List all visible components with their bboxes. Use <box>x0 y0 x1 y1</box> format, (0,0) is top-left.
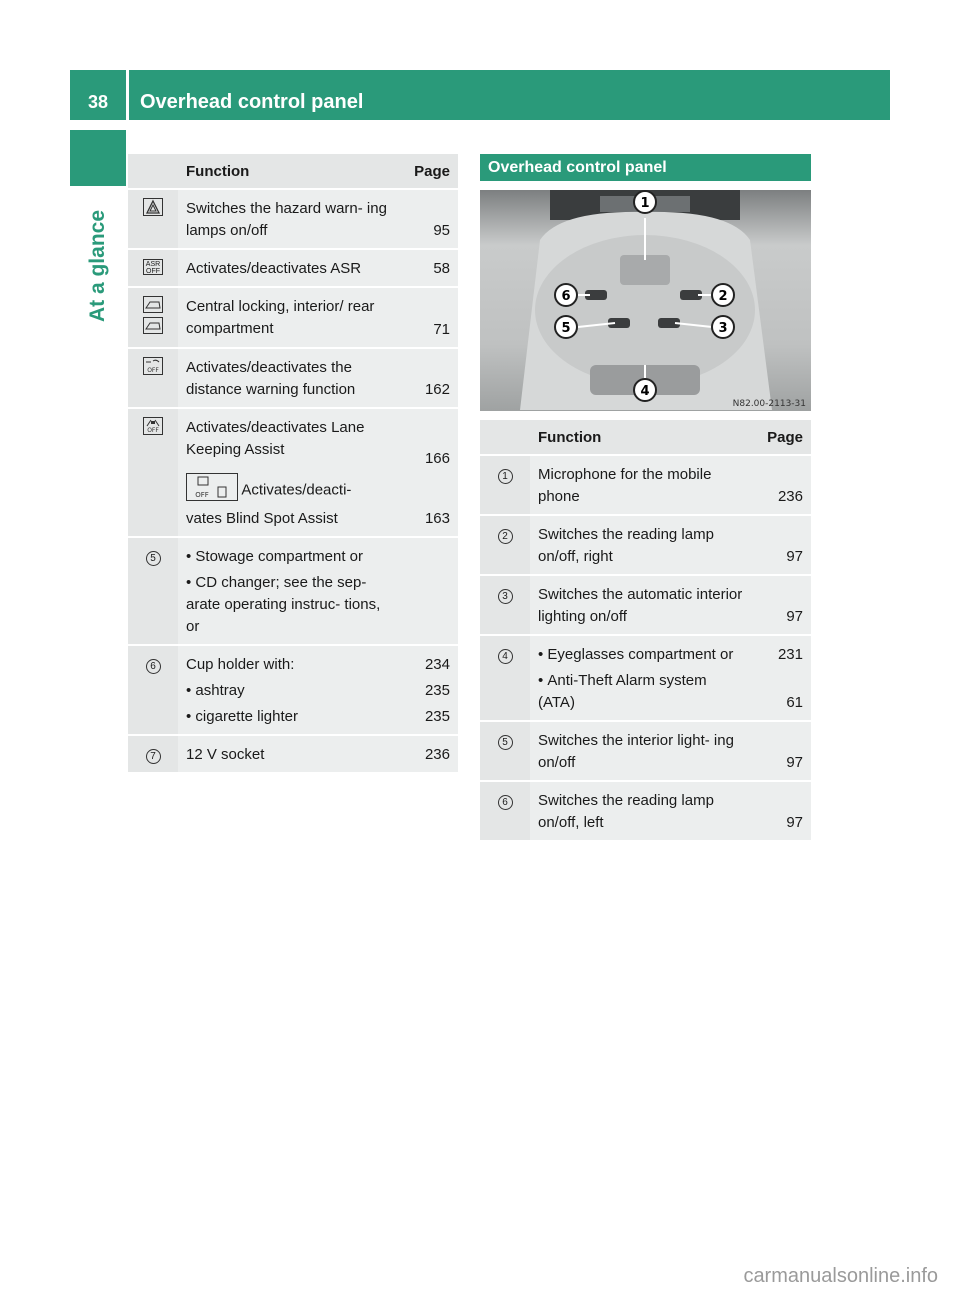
page-number: 38 <box>87 92 109 112</box>
page-value: 231 <box>777 646 803 663</box>
lane-keeping-off-icon <box>128 409 178 536</box>
callout-3: 3 <box>718 321 728 336</box>
table-row <box>128 288 458 347</box>
function-cell: Switches the reading lamp on/off, left <box>530 782 751 840</box>
hazard-icon <box>128 190 178 248</box>
function-cell: Activates/deactivates ASR <box>178 250 398 286</box>
table-row <box>128 409 458 536</box>
callout-4: 4 <box>640 384 650 399</box>
table-row <box>128 646 458 734</box>
row-symbol: 2 <box>480 516 530 574</box>
page-cell: 236 <box>751 456 811 514</box>
bullet-item: • cigarette lighter <box>186 706 390 728</box>
page-value: 235 <box>424 708 450 725</box>
table-row <box>480 576 811 634</box>
page-value: 61 <box>786 694 803 711</box>
table-row <box>128 736 458 772</box>
table-row <box>480 782 811 840</box>
function-cell: Activates/deactivates the distance warning function <box>178 349 398 407</box>
distance-warning-off-icon <box>128 349 178 407</box>
page-cell: 97 <box>751 782 811 840</box>
left-function-table <box>128 152 458 774</box>
svg-text:OFF: OFF <box>147 427 159 434</box>
function-cell: Switches the hazard warn- ing lamps on/off <box>178 190 398 248</box>
function-cell <box>178 538 398 644</box>
page-cell: 71 <box>398 288 458 347</box>
callout-5: 5 <box>561 321 571 336</box>
function-cell <box>178 646 398 734</box>
callout-2: 2 <box>718 289 728 304</box>
page-cell: 236 <box>398 736 458 772</box>
page-column-header: Page <box>751 420 811 454</box>
row-symbol: 3 <box>480 576 530 634</box>
function-text: Activates/deactivates Lane Keeping Assist <box>186 419 365 458</box>
central-locking-icon <box>128 288 178 347</box>
function-text-extra: Activates/deacti- vates Blind Spot Assist <box>186 481 352 527</box>
bullet-item: • ashtray <box>186 680 390 702</box>
page-cell: 58 <box>398 250 458 286</box>
row-symbol: 6 <box>480 782 530 840</box>
table-row <box>128 349 458 407</box>
row-symbol: 5 <box>128 538 178 644</box>
row-symbol: 7 <box>128 736 178 772</box>
function-cell: Central locking, interior/ rear compartment <box>178 288 398 347</box>
side-tab <box>70 196 126 336</box>
page-value: 166 <box>424 450 450 467</box>
image-code: N82.00-2113-31 <box>732 399 806 409</box>
header-divider <box>126 70 129 120</box>
bullet-item: • Eyeglasses compartment or <box>538 644 743 666</box>
page-value: 234 <box>424 656 450 673</box>
table-row <box>128 190 458 248</box>
table-row <box>480 516 811 574</box>
page-column-header: Page <box>398 154 458 188</box>
asr-off-icon: ASR OFF <box>128 250 178 286</box>
symbol-column-header <box>480 420 530 454</box>
page-value-extra: 163 <box>424 510 450 527</box>
page-value: 235 <box>424 682 450 699</box>
symbol-column-header <box>128 154 178 188</box>
blind-spot-off-icon <box>186 473 238 508</box>
bullet-item: • Anti-Theft Alarm system (ATA) <box>538 670 743 714</box>
bullet-item: • Stowage compartment or <box>186 546 390 568</box>
page-cell: 97 <box>751 722 811 780</box>
table-row <box>480 722 811 780</box>
function-column-header: Function <box>178 154 398 188</box>
callout-6: 6 <box>561 289 571 304</box>
svg-text:OFF: OFF <box>147 367 159 374</box>
page-cell: 95 <box>398 190 458 248</box>
svg-text:OFF: OFF <box>195 491 209 499</box>
function-text: Cup holder with: <box>186 656 295 673</box>
function-cell: Switches the reading lamp on/off, right <box>530 516 751 574</box>
function-cell: Switches the automatic interior lighting on/off <box>530 576 751 634</box>
table-row <box>128 538 458 644</box>
page-cell <box>751 636 811 720</box>
page-cell: 97 <box>751 576 811 634</box>
row-symbol: 4 <box>480 636 530 720</box>
table-header-row <box>480 420 811 454</box>
row-symbol: 6 <box>128 646 178 734</box>
watermark: carmanualsonline.info <box>743 1265 938 1287</box>
function-cell: Switches the interior light- ing on/off <box>530 722 751 780</box>
side-tab-marker <box>70 130 126 186</box>
row-symbol: 5 <box>480 722 530 780</box>
row-symbol: 1 <box>480 456 530 514</box>
table-header-row <box>128 154 458 188</box>
page-cell <box>398 646 458 734</box>
function-column-header: Function <box>530 420 751 454</box>
function-cell: Microphone for the mobile phone <box>530 456 751 514</box>
page-cell <box>398 409 458 536</box>
function-cell <box>178 409 398 536</box>
page-cell: 97 <box>751 516 811 574</box>
function-cell: 12 V socket <box>178 736 398 772</box>
table-row <box>480 456 811 514</box>
overhead-panel-photo <box>480 190 811 411</box>
right-function-table <box>480 418 811 842</box>
table-row <box>128 250 458 286</box>
side-tab-label: At a glance <box>86 209 109 323</box>
table-row <box>480 636 811 720</box>
page-title: Overhead control panel <box>140 91 364 113</box>
page-cell: 162 <box>398 349 458 407</box>
callout-1: 1 <box>640 196 650 211</box>
bullet-item: • CD changer; see the sep- arate operating instruc- tions, or <box>186 572 390 638</box>
page-cell <box>398 538 458 644</box>
section-title: Overhead control panel <box>480 154 811 181</box>
function-cell <box>530 636 751 720</box>
